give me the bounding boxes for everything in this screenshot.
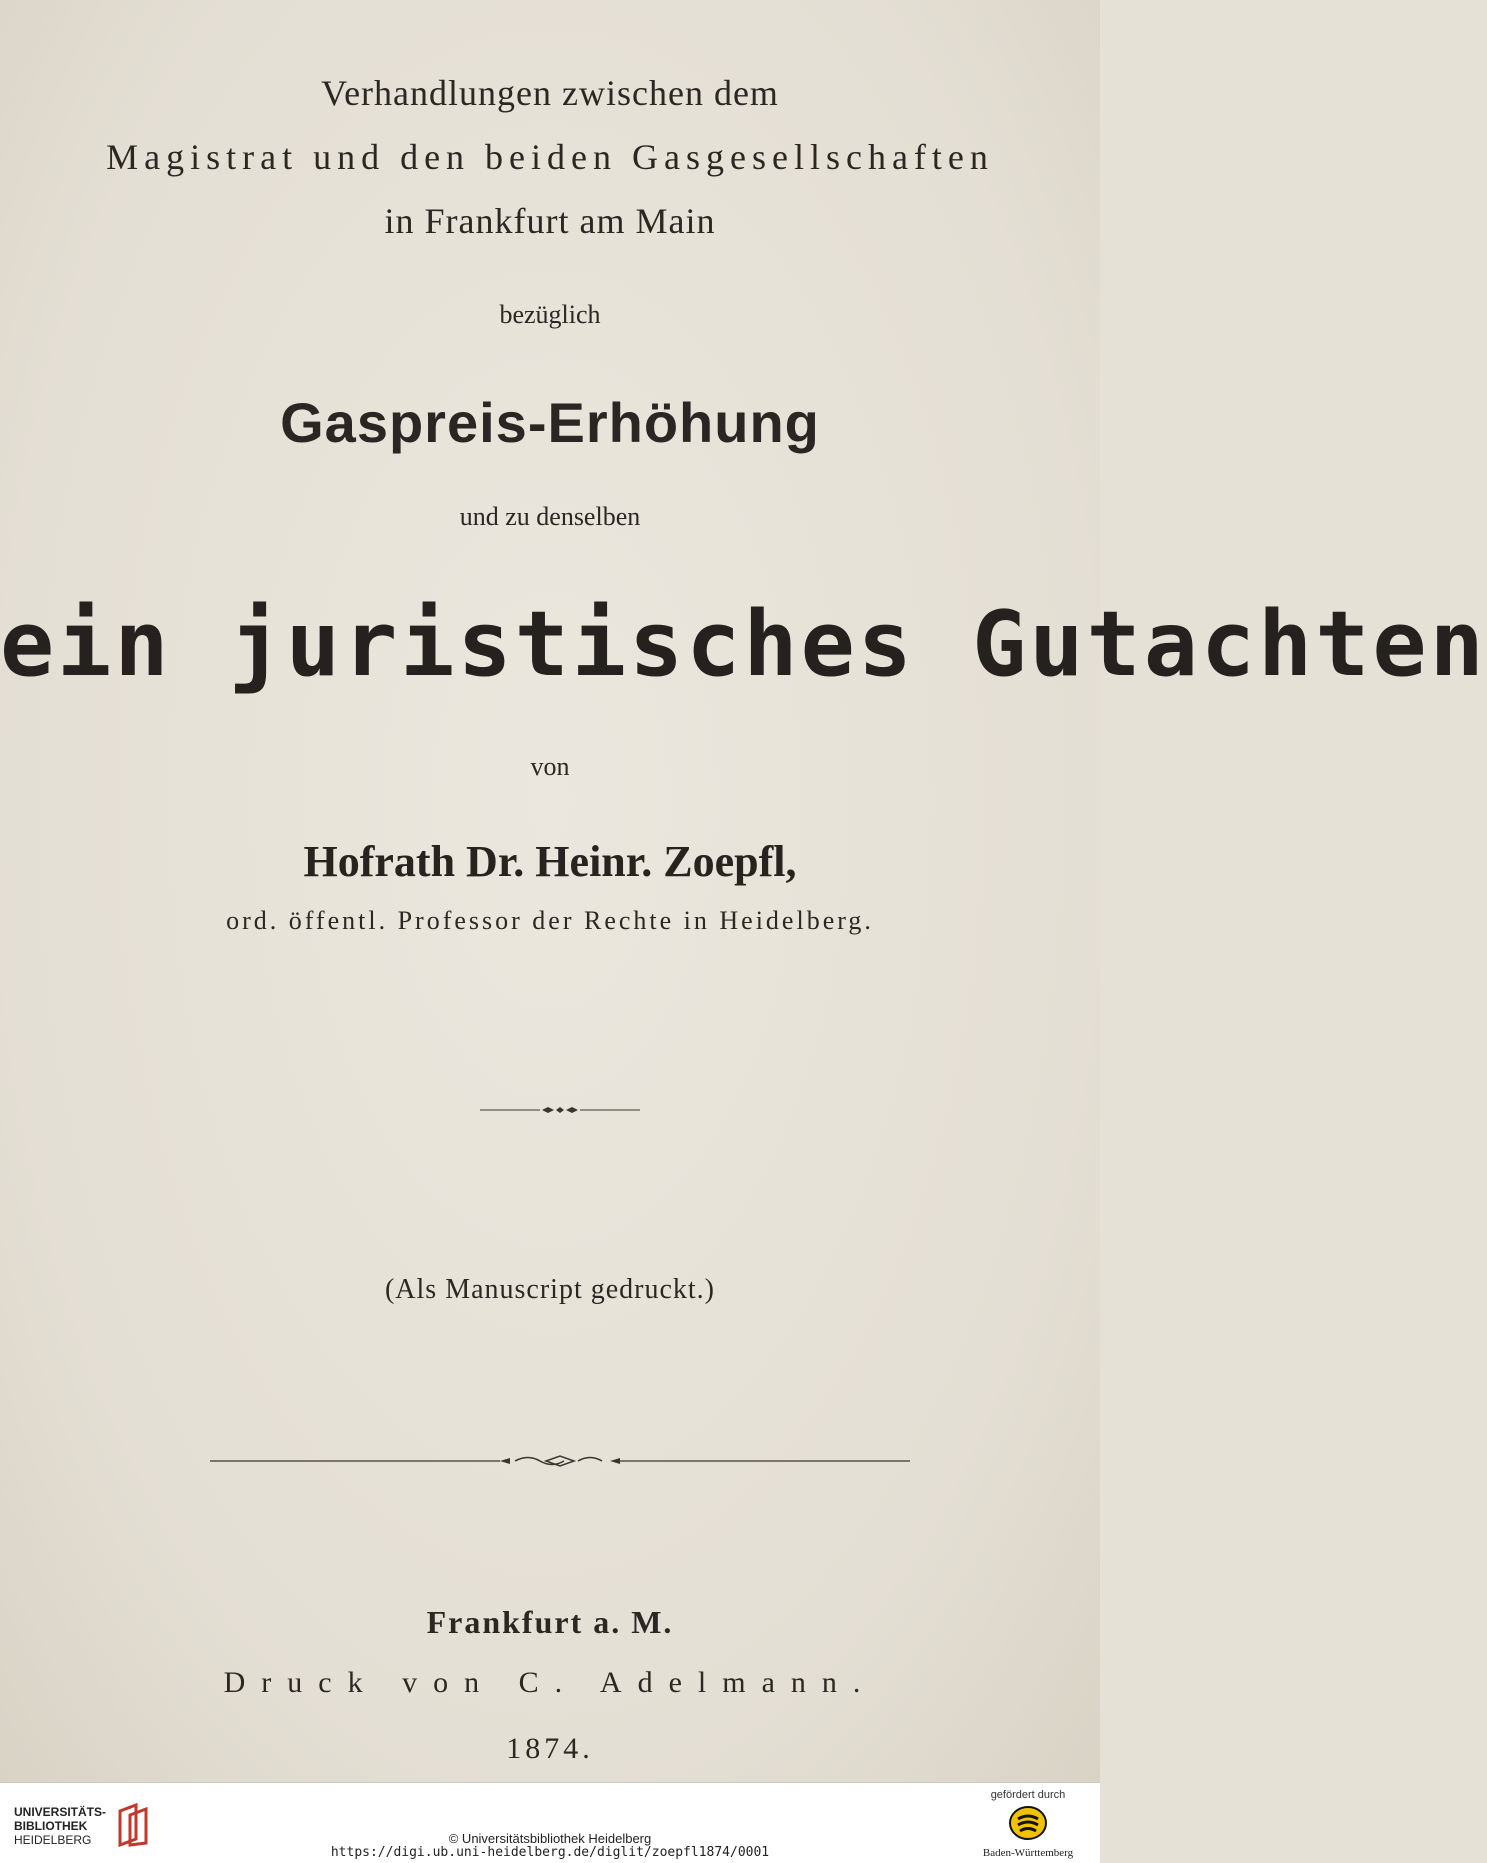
footer-bar (0, 1782, 1100, 1863)
place: Frankfurt a. M. (426, 1604, 674, 1640)
main-title: Gaspreis-Erhöhung (280, 391, 820, 454)
year: 1874. (506, 1732, 594, 1765)
sponsor-name: Baden-Württemberg (982, 1847, 1074, 1859)
library-line-2: BIBLIOTHEK (14, 1819, 88, 1833)
library-line-1: UNIVERSITÄTS- (14, 1805, 107, 1819)
title-line-3: in Frankfurt am Main (384, 201, 716, 241)
author-name: Hofrath Dr. Heinr. Zoepfl, (303, 837, 797, 886)
und-zu-text: und zu denselben (459, 502, 641, 531)
von-text: von (530, 752, 570, 781)
library-line-3: HEIDELBERG (14, 1833, 92, 1847)
sponsor-label: gefördert durch (990, 1789, 1066, 1801)
large-ornament-rule (210, 1452, 910, 1470)
manuscript-note: (Als Manuscript gedruckt.) (384, 1274, 716, 1305)
permalink-url[interactable]: https://digi.ub.uni-heidelberg.de/diglit/zoepfl1874/0001 (330, 1845, 770, 1860)
author-title: ord. öffentl. Professor der Rechte in Heidelberg. (226, 906, 874, 935)
printer: Druck von C. Adelmann. (223, 1666, 877, 1699)
small-ornament-divider (480, 1104, 640, 1116)
bezueglich-text: bezüglich (499, 300, 601, 329)
title-line-1: Verhandlungen zwischen dem (321, 73, 779, 113)
sponsor-logo[interactable] (968, 1787, 1088, 1859)
baden-wuerttemberg-crest-icon (1008, 1805, 1048, 1841)
subtitle: ein juristisches Gutachten (0, 592, 1487, 697)
title-line-2: Magistrat und den beiden Gasgesellschaften (106, 137, 994, 177)
copyright-text: © Universitätsbibliothek Heidelberg (448, 1831, 652, 1846)
